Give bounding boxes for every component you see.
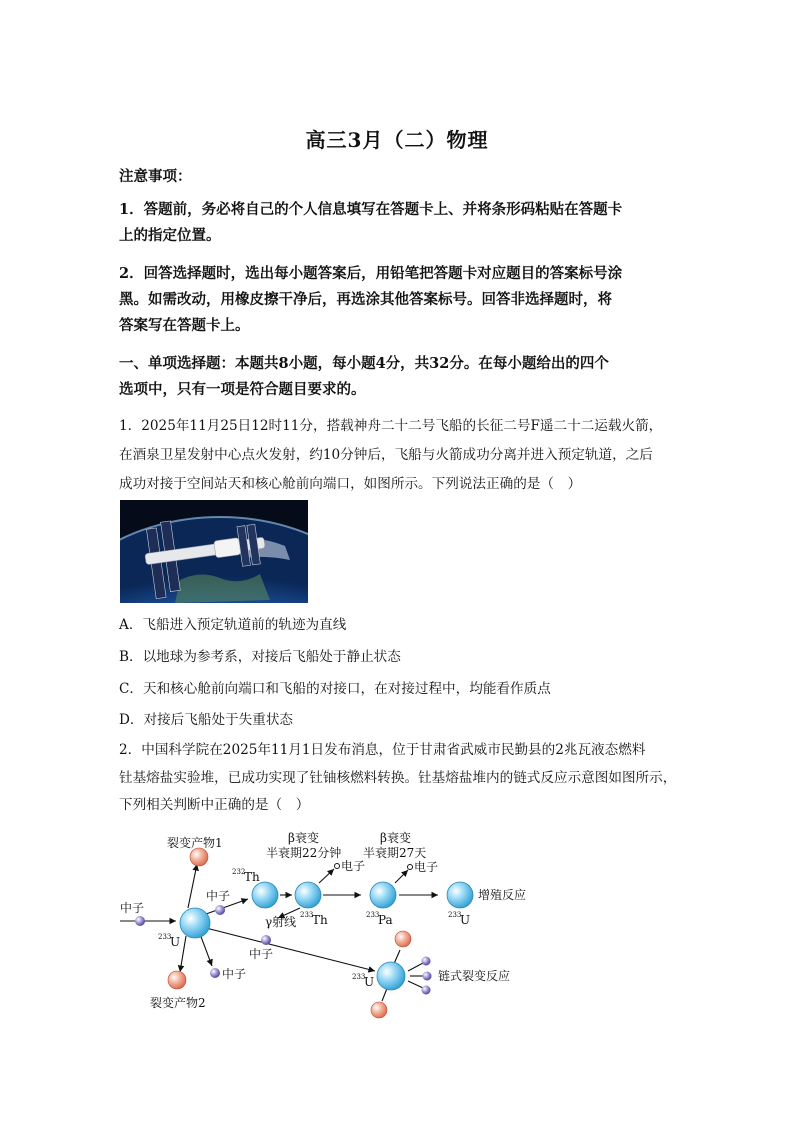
- beta-decay-2-label: β衰变: [380, 831, 411, 845]
- question-1-option-c: C．天和核心舱前向端口和飞船的对接口，在对接过程中，均能看作质点: [119, 681, 551, 697]
- u233-symbol: U: [170, 935, 181, 949]
- neutron-middle-label: 中子: [249, 947, 274, 961]
- pa233-symbol: Pa: [378, 913, 393, 927]
- arrow-to-neutron-lower: [200, 934, 212, 966]
- chain-neutron-1-ball: [422, 957, 431, 966]
- chain-neutron-3-ball: [422, 986, 431, 995]
- neutron-middle-ball: [261, 935, 271, 945]
- u233-second-symbol: U: [364, 975, 375, 989]
- electron-1-dot: [335, 864, 340, 869]
- electron-2-label: 电子: [414, 860, 439, 874]
- question-1-line-1: 1．2025年11月25日12时11分，搭载神舟二十二号飞船的长征二号F遥二十二运载火箭，: [119, 418, 663, 434]
- fission-product-2-label: 裂变产物2: [150, 996, 206, 1010]
- notice-heading: 注意事项：: [119, 168, 192, 185]
- question-1-option-d: D．对接后飞船处于失重状态: [119, 712, 294, 728]
- pa233-nucleus: [370, 882, 396, 908]
- section-1-heading-line-2: 选项中，只有一项是符合题目要求的。: [119, 381, 366, 398]
- fission-product-1-label: 裂变产物1: [167, 836, 223, 850]
- fission-product-top-ball: [395, 931, 411, 947]
- chain-neutron-2-ball: [423, 972, 432, 981]
- u233-product-nucleus: [447, 882, 473, 908]
- arrow-electron-2: [395, 870, 408, 883]
- fission-product-1-ball: [190, 848, 208, 866]
- space-station-image: [120, 500, 308, 603]
- electron-2-dot: [408, 865, 413, 870]
- neutron-upper-label: 中子: [206, 889, 231, 903]
- th233-mass-number: 233: [300, 911, 314, 919]
- chain-fission-reaction-label: 链式裂变反应: [438, 969, 511, 983]
- notice-item-1-line-2: 上的指定位置。: [119, 227, 221, 244]
- th232-nucleus: [252, 882, 278, 908]
- u233-nucleus: [180, 908, 210, 938]
- neutron-in-label: 中子: [120, 901, 145, 915]
- notice-item-2-line-3: 答案写在答题卡上。: [119, 317, 250, 334]
- notice-item-2-line-1: 2．回答选择题时，选出每小题答案后，用铅笔把答题卡对应题目的答案标号涂: [119, 265, 623, 282]
- u233-second-mass-number: 233: [352, 973, 366, 981]
- question-1-line-2: 在酒泉卫星发射中心点火发射，约10分钟后，飞船与火箭成功分离并进入预定轨道，之后: [119, 447, 653, 463]
- question-2-line-3: 下列相关判断中正确的是（ ）: [119, 797, 310, 813]
- arrow-chain-neutron-1: [408, 963, 423, 971]
- arrow-electron-1: [319, 869, 334, 883]
- page-title: 高三3月（二）物理: [305, 128, 489, 152]
- question-2-line-1: 2．中国科学院在2025年11月1日发布消息，位于甘肃省武威市民勤县的2兆瓦液态燃料: [119, 742, 646, 758]
- neutron-upper-ball: [215, 905, 225, 915]
- neutron-in-ball: [135, 916, 145, 926]
- question-2-line-2: 钍基熔盐实验堆，已成功实现了钍铀核燃料转换。钍基熔盐堆内的链式反应示意图如图所示，: [119, 770, 677, 786]
- notice-item-2-line-2: 黑。如需改动，用橡皮擦干净后，再选涂其他答案标号。回答非选择题时，将: [119, 291, 612, 308]
- breeding-reaction-label: 增殖反应: [478, 888, 527, 902]
- half-life-2-label: 半衰期27天: [363, 846, 427, 860]
- th233-nucleus: [295, 882, 321, 908]
- th232-symbol: Th: [244, 870, 260, 884]
- pa233-mass-number: 233: [366, 911, 380, 919]
- th233-symbol: Th: [312, 913, 328, 927]
- u233-product-mass-number: 233: [448, 911, 462, 919]
- th232-mass-number: 232: [232, 868, 246, 876]
- u233-mass-number: 233: [158, 933, 172, 941]
- fission-product-bottom-ball: [371, 1002, 387, 1018]
- space-station-photo: [120, 500, 308, 603]
- chain-reaction-diagram: [118, 826, 558, 1026]
- arrow-to-second-u233: [206, 928, 375, 971]
- neutron-lower-ball: [210, 968, 220, 978]
- half-life-1-label: 半衰期22分钟: [266, 846, 342, 860]
- question-1-option-a: A．飞船进入预定轨道前的轨迹为直线: [119, 617, 347, 633]
- arrow-chain-neutron-3: [408, 981, 423, 988]
- beta-decay-1-label: β衰变: [288, 831, 319, 845]
- u233-product-symbol: U: [460, 913, 471, 927]
- arrow-to-fission-product-1: [188, 864, 197, 908]
- question-1-line-3: 成功对接于空间站天和核心舱前向端口，如图所示。下列说法正确的是（ ）: [119, 476, 582, 492]
- notice-item-1-line-1: 1．答题前，务必将自己的个人信息填写在答题卡上、并将条形码粘贴在答题卡: [119, 201, 623, 218]
- u233-second-nucleus: [377, 962, 405, 990]
- fission-product-2-ball: [168, 971, 186, 989]
- neutron-lower-label: 中子: [222, 967, 247, 981]
- arrow-to-fission-product-2: [180, 936, 186, 972]
- question-1-option-b: B．以地球为参考系，对接后飞船处于静止状态: [119, 649, 401, 665]
- section-1-heading-line-1: 一、单项选择题：本题共8小题，每小题4分，共32分。在每小题给出的四个: [119, 355, 609, 372]
- gamma-ray-label: γ射线: [265, 915, 297, 929]
- electron-1-label: 电子: [341, 859, 366, 873]
